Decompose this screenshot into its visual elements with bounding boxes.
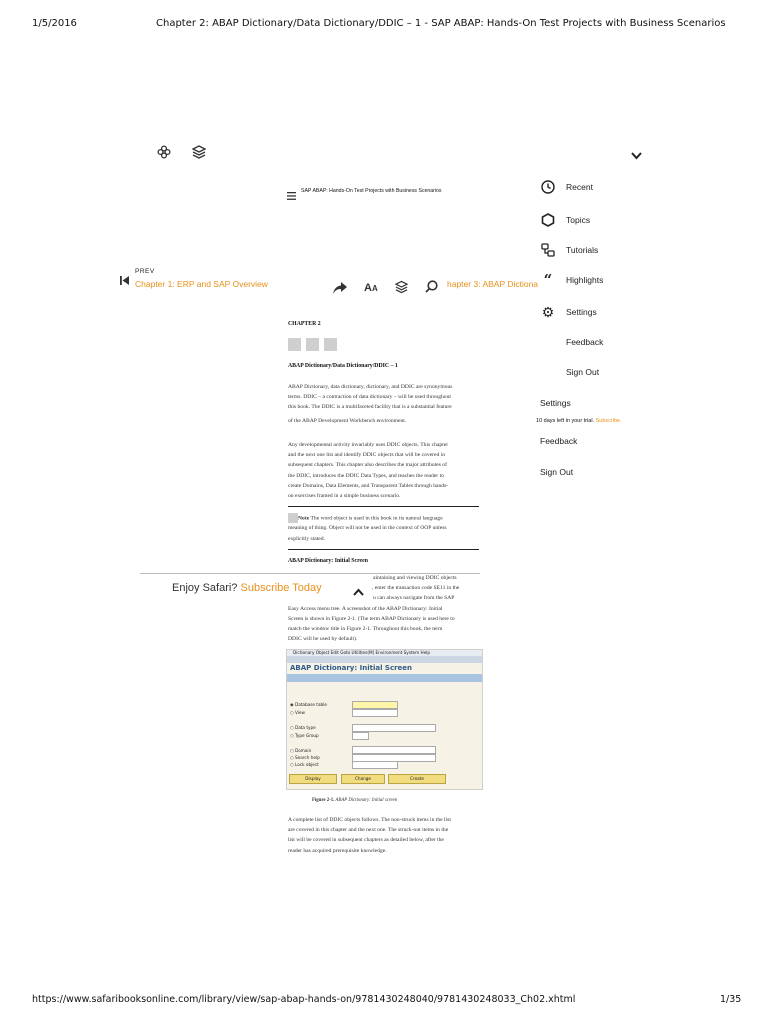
text-line: create Domains, Data Elements, and Transparent Tables through hands- bbox=[288, 482, 449, 489]
text-line: Screen is shown in Figure 2-1. (The term ABAP Dictionary is used here to bbox=[288, 615, 455, 622]
sap-display-button[interactable]: Display bbox=[289, 774, 337, 784]
prev-chapter-link[interactable]: Chapter 1: ERP and SAP Overview bbox=[135, 279, 268, 289]
sap-field-label: ○ Search help bbox=[290, 755, 320, 760]
search-icon[interactable] bbox=[425, 280, 438, 298]
sap-field-text: Type Group bbox=[295, 733, 319, 738]
text-line: this book. The DDIC is a multifaceted facility that is a substantial feature bbox=[288, 404, 452, 411]
menu-tutorials-label: Tutorials bbox=[566, 245, 599, 255]
menu-settings-label: Settings bbox=[566, 307, 597, 317]
sap-input[interactable] bbox=[352, 724, 436, 732]
text-line: aintaining and viewing DDIC objects bbox=[373, 575, 457, 581]
text-line: on exercises framed in a simple business scenario. bbox=[288, 493, 401, 500]
subscribe-today-link[interactable]: Subscribe Today bbox=[240, 582, 322, 594]
sap-input[interactable] bbox=[352, 761, 398, 769]
text-line: A complete list of DDIC objects follows. The non-struck items in the list bbox=[288, 817, 451, 823]
lower-settings-link[interactable]: Settings bbox=[540, 398, 571, 408]
menu-sign-out-label: Sign Out bbox=[566, 367, 600, 377]
prev-label: PREV bbox=[135, 268, 155, 275]
text-line: reader has acquired prerequisite knowledge. bbox=[288, 847, 387, 854]
share-icon[interactable] bbox=[333, 281, 347, 299]
menu-highlights-label: Highlights bbox=[566, 275, 604, 285]
chapter-image-placeholder bbox=[324, 338, 337, 351]
toc-list-icon[interactable] bbox=[287, 187, 296, 205]
sap-input[interactable] bbox=[352, 732, 369, 740]
layers-icon[interactable] bbox=[192, 145, 206, 164]
text-line: explicitly stated. bbox=[288, 535, 325, 542]
text-line: are covered in this chapter and the next one. The struck-out items in the bbox=[288, 827, 449, 834]
note-rule-top bbox=[288, 506, 479, 507]
paragraph-4 bbox=[288, 815, 488, 856]
text-line: list will be covered in subsequent chapters as detailed below, after the bbox=[288, 837, 444, 844]
text-line: of the ABAP Development Workbench environment. bbox=[288, 417, 407, 424]
sap-field-label: ○ Type Group bbox=[290, 733, 319, 738]
text-line: subsequent chapters. This chapter also describes the major attributes of bbox=[288, 462, 447, 469]
chapter-heading: ABAP Dictionary/Data Dictionary/DDIC – 1 bbox=[288, 363, 398, 369]
sap-change-button[interactable]: Change bbox=[341, 774, 385, 784]
figure-sap-screenshot bbox=[286, 649, 483, 790]
chevron-down-icon[interactable] bbox=[631, 147, 642, 165]
note-label: Note bbox=[298, 515, 310, 522]
sap-input[interactable] bbox=[352, 701, 398, 709]
sap-field-text: Lock object bbox=[295, 762, 319, 767]
text-line: the DDIC, introduces the DDIC Data Types, and teaches the reader to bbox=[288, 472, 444, 479]
skip-back-icon[interactable] bbox=[120, 272, 129, 290]
print-title: Chapter 2: ABAP Dictionary/Data Dictionary/DDIC – 1 - SAP ABAP: Hands-On Test Projects with Business Scenarios bbox=[156, 18, 726, 29]
text-line: ABAP Dictionary, data dictionary, dictionary, and DDIC are synonymous bbox=[288, 384, 453, 390]
text-line: DDIC will be used by default). bbox=[288, 636, 358, 643]
sap-field-text: View bbox=[295, 710, 305, 715]
text-line: , enter the transaction code SE11 in the bbox=[372, 585, 460, 592]
text-line: The word object is used in this book in its natural language bbox=[310, 515, 443, 522]
sap-field-label: ○ Domain bbox=[290, 748, 312, 753]
sap-input[interactable] bbox=[352, 746, 436, 754]
book-title-link[interactable]: SAP ABAP: Hands-On Test Projects with Business Scenarios bbox=[301, 188, 442, 194]
clock-icon bbox=[538, 180, 558, 194]
quote-icon: “ bbox=[543, 271, 553, 289]
figure-caption-number: Figure 2-1. bbox=[312, 798, 335, 803]
note-icon bbox=[288, 513, 298, 523]
print-page-number: 1/35 bbox=[720, 994, 742, 1005]
figure-caption bbox=[312, 798, 397, 803]
sap-field-text: Search help bbox=[295, 755, 320, 760]
sap-field-text: Domain bbox=[295, 748, 312, 753]
sap-field-label: ◉ Database table bbox=[290, 702, 327, 707]
text-line: u can always navigate from the SAP bbox=[373, 595, 455, 602]
menu-sign-out[interactable] bbox=[538, 367, 599, 377]
menu-topics-label: Topics bbox=[566, 215, 591, 225]
menu-recent-label: Recent bbox=[566, 182, 593, 192]
note-block bbox=[288, 513, 488, 544]
chapter-label: CHAPTER 2 bbox=[288, 321, 321, 327]
sap-create-button[interactable]: Create bbox=[388, 774, 446, 784]
text-line: Any developmental activity invariably uses DDIC objects. This chapter bbox=[288, 442, 449, 448]
menu-tutorials[interactable] bbox=[538, 243, 598, 257]
figure-caption-text: ABAP Dictionary: Initial screen bbox=[335, 798, 398, 803]
text-line: and the next one list and identify DDIC objects that will be covered in bbox=[288, 452, 446, 459]
trial-subscribe-link[interactable]: Subscribe. bbox=[595, 418, 622, 424]
chapter-image-placeholder bbox=[306, 338, 319, 351]
tutorials-icon bbox=[538, 243, 558, 257]
text-line: meaning of thing. Object will not be used in the context of OOP unless bbox=[288, 525, 447, 532]
menu-settings[interactable] bbox=[538, 305, 597, 319]
hexagon-icon bbox=[538, 213, 558, 227]
chapter-image-placeholder bbox=[288, 338, 301, 351]
section-heading: ABAP Dictionary: Initial Screen bbox=[288, 558, 368, 564]
font-size-icon[interactable]: AA bbox=[364, 282, 378, 294]
lower-sign-out-link[interactable]: Sign Out bbox=[540, 467, 574, 477]
paragraph-2 bbox=[288, 440, 488, 501]
text-line: match the window title in Figure 2-1. Throughout this book, the term bbox=[288, 626, 443, 633]
trial-text: 10 days left in your trial. bbox=[536, 418, 595, 424]
sap-field-text: Database table bbox=[295, 702, 327, 707]
sap-title: ABAP Dictionary: Initial Screen bbox=[290, 664, 413, 672]
print-date: 1/5/2016 bbox=[32, 18, 77, 29]
toolbar-layers-icon[interactable] bbox=[395, 280, 408, 299]
sap-field-text: Data type bbox=[295, 725, 316, 730]
text-line: terms. DDIC – a contraction of data dictionary – will be used throughout bbox=[288, 394, 451, 401]
note-rule-bottom bbox=[288, 549, 479, 550]
gear-icon: ⚙ bbox=[541, 304, 555, 320]
sap-app-toolbar bbox=[287, 674, 482, 682]
paragraph-1 bbox=[288, 382, 488, 426]
lower-feedback-link[interactable]: Feedback bbox=[540, 436, 578, 446]
print-url: https://www.safaribooksonline.com/library/view/sap-abap-hands-on/9781430248040/9781430248033_Ch02.xhtml bbox=[32, 994, 576, 1005]
safari-logo-icon[interactable] bbox=[157, 145, 171, 164]
menu-feedback-label: Feedback bbox=[566, 337, 604, 347]
menu-topics[interactable] bbox=[538, 213, 590, 227]
menu-recent[interactable] bbox=[538, 180, 593, 194]
text-line: Easy Access menu tree. A screenshot of the ABAP Dictionary: Initial bbox=[288, 605, 443, 612]
sap-field-label: ○ Lock object bbox=[290, 762, 319, 767]
sap-toolbar bbox=[287, 656, 482, 663]
paragraph-3 bbox=[288, 573, 488, 644]
sap-field-label: ○ Data type bbox=[290, 725, 316, 730]
trial-notice bbox=[536, 418, 622, 424]
sap-field-label: ○ View bbox=[290, 710, 305, 715]
next-chapter-link[interactable]: hapter 3: ABAP Dictiona bbox=[447, 279, 539, 289]
banner-text: Enjoy Safari? bbox=[172, 582, 238, 594]
sap-input[interactable] bbox=[352, 709, 398, 717]
sap-menubar: Dictionary Object Edit Goto Utilities(M) Environment System Help bbox=[287, 650, 482, 656]
menu-highlights[interactable] bbox=[538, 271, 604, 289]
menu-feedback[interactable] bbox=[538, 337, 603, 347]
